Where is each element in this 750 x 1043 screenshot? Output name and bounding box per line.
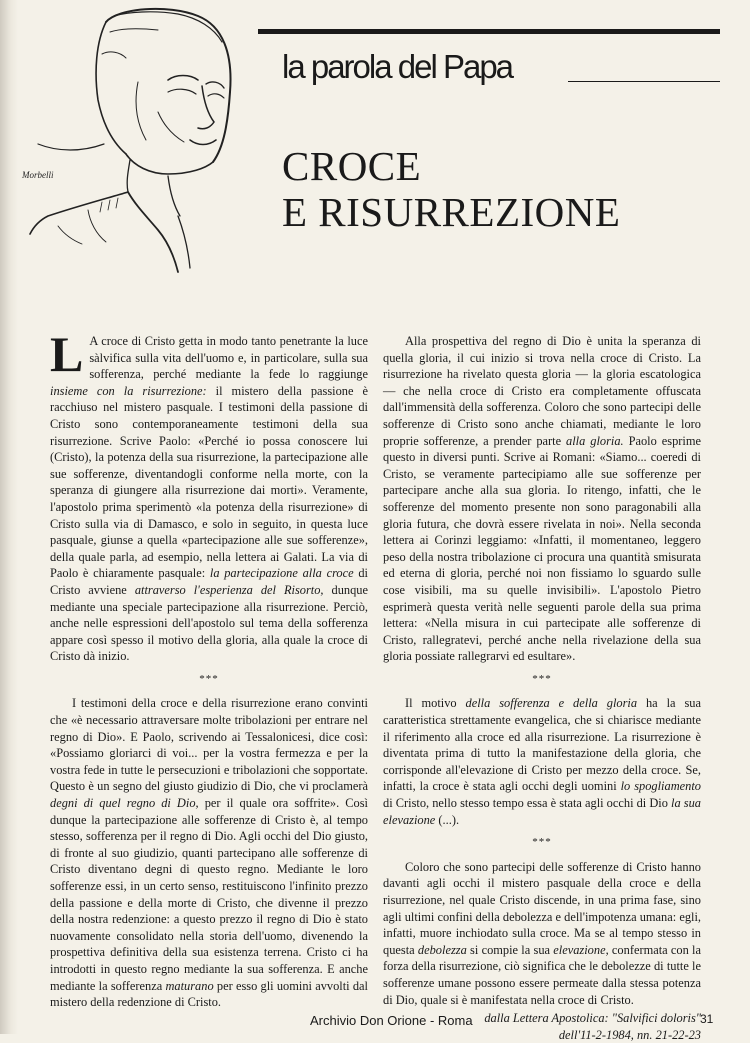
- italic-text: lo spogliamento: [620, 779, 701, 794]
- headline-line-2: E RISURREZIONE: [282, 189, 621, 235]
- left-paragraph-1-text: [50, 326, 368, 664]
- italic-text: la partecipazione alla croce: [209, 566, 354, 581]
- left-column: [50, 326, 368, 1011]
- artist-signature: Morbelli: [22, 170, 54, 180]
- italic-text: debolezza: [417, 942, 467, 957]
- archive-footer: Archivio Don Orione - Roma: [310, 1013, 473, 1028]
- right-paragraph-2-text: [383, 696, 701, 826]
- left-paragraph-1: [50, 326, 368, 665]
- headline-line-1: CROCE: [282, 143, 422, 189]
- text-run: A croce di Cristo getta in modo tanto penetrante la luce sàlvifica sulla vita dell'uomo e, in particolare, sulla sua sofferenza, perché mediante la fede lo raggiunge: [89, 334, 368, 382]
- italic-text: attraverso l'esperienza del Risorto,: [134, 582, 324, 597]
- left-paragraph-2-text: [50, 696, 368, 1009]
- text-run: si compie la sua: [466, 942, 554, 957]
- page-number: 31: [700, 1012, 714, 1026]
- text-run: I testimoni della croce e della risurrezione erano convinti che «è necessario attraversare molte tribolazioni per entrare nel regno di Dio». E Paolo, scrivendo ai Tessalonicesi, dice così: «Possiamo gloriarci di voi... per la vostra fermezza e per la vostra fede in tutte le persecuzioni e tribolazioni che sopportate. Questo è un segno del giusto giudizio di Dio, che vi proclamerà: [50, 696, 368, 794]
- section-separator: ***: [532, 836, 552, 849]
- drop-cap: L: [50, 326, 84, 382]
- text-run: Il motivo: [405, 696, 466, 711]
- section-title: la parola del Papa: [282, 48, 513, 85]
- binding-gutter: [0, 0, 18, 1034]
- right-paragraph-2: [383, 695, 701, 828]
- text-run: ha la sua caratteristica strettamente evangelica, che si chiarisce mediante il riferimento alla croce ed alla risurrezione. La risurrezione è diventata prima di tutto la manifestazione della gloria, che corrisponde all'elevazione di Cristo per mezzo della croce. Se, infatti, la croce è stata agli occhi degli uomini: [383, 696, 701, 794]
- section-separator: ***: [199, 672, 219, 685]
- pope-portrait-illustration: [18, 2, 248, 274]
- source-line-1: dalla Lettera Apostolica: "Salvifici doloris": [484, 1011, 701, 1026]
- text-run: per esso gli uomini avvolti dal mistero della redenzione di Cristo.: [50, 978, 368, 1010]
- left-paragraph-2: [50, 695, 368, 1010]
- source-line-2: dell'11-2-1984, nn. 21-22-23: [558, 1027, 701, 1042]
- italic-text: elevazione,: [553, 942, 609, 957]
- right-paragraph-3-text: [383, 860, 701, 1007]
- text-run: di Cristo avviene: [50, 566, 368, 597]
- right-paragraph-1: [383, 333, 701, 665]
- text-run: (...).: [435, 812, 460, 827]
- text-run: Paolo esprime questo in diversi punti. Scrive ai Romani: «Siamo... coeredi di Cristo, se veramente partecipiamo alle sue sofferenze per partecipare anche alla sua gloria. Io ritengo, infatti, che le sofferenze del momento presente non sono paragonabili alla gloria futura, che dovrà essere rivelata in noi». Nella seconda lettera ai Corinzi leggiamo: «Infatti, il momentaneo, leggero peso della nostra tribolazione ci procura una quantità smisurata ed eterna di gloria, perché noi non fissiamo lo sguardo sulle cose visibili, ma su quelle invisibili». L'apostolo Pietro esprimerà questa verità nelle seguenti parole della sua prima lettera: «Nella misura in cui partecipate alle sofferenze di Cristo, rallegratevi, perché anche nella rivelazione della sua gloria possiate rallegrarvi ed esultare».: [383, 433, 701, 664]
- italic-text: insieme con la risurrezione:: [50, 383, 207, 398]
- text-run: di Cristo, nello stesso tempo essa è stata agli occhi di Dio: [383, 796, 672, 811]
- italic-text: la sua elevazione: [383, 796, 701, 827]
- section-separator: ***: [532, 672, 552, 685]
- text-run: confermata con la forza della risurrezione, ciò significa che le debolezze di tutte le sofferenze umane possono essere permeate dalla stessa potenza di Dio, quale si è manifestata nella croce di Cristo.: [383, 942, 701, 1007]
- text-run: per il quale ora soffrite». Così dunque la partecipazione alle sofferenze di Cristo è, al tempo stesso, sofferenza per il regno di Dio. Agli occhi del Dio giusto, di fronte al suo giudizio, quanti partecipano alle sofferenze di Cristo diventano degni di questo regno. Mediante le loro sofferenze essi, in un certo senso, restituiscono l'infinito prezzo della passione e della morte di Cristo, che divenne il prezzo della nostra redenzione: a questo prezzo il regno di Dio è stato nuovamente consolidato nella storia dell'uomo, divenendo la prospettiva definitiva della sua esistenza terrena. Cristo ci ha introdotti in questo regno mediante la sua sofferenza. E anche mediante la sofferenza: [50, 796, 368, 993]
- text-run: dunque mediante una speciale partecipazione alla risurrezione. Perciò, anche nelle espressioni dell'apostolo sul tema della sofferenza appare così spesso il motivo della gloria, alla quale la croce di Cristo dà inizio.: [50, 582, 368, 664]
- text-run: Alla prospettiva del regno di Dio è unita la speranza di quella gloria, il cui inizio si trova nella croce di Cristo. La risurrezione ha rivelato questa gloria — la gloria escatologica — che nella croce di Cristo era completamente offuscata dall'immensità della sofferenza. Coloro che sono partecipi delle sofferenze di Cristo sono anche chiamati, mediante le loro proprie sofferenze, a prender parte: [383, 334, 701, 448]
- right-column: [383, 333, 701, 1043]
- italic-text: della sofferenza e della gloria: [465, 696, 638, 711]
- right-paragraph-1-text: [383, 334, 701, 663]
- italic-text: degni di quel regno di Dio,: [50, 796, 199, 811]
- right-paragraph-3: [383, 859, 701, 1008]
- text-run: il mistero della passione è racchiuso nel mistero pasquale. I testimoni della passione di Cristo sono contemporaneamente testimoni della sua risurrezione. Scrive Paolo: «Perché io possa conoscere lui (Cristo), la potenza della sua risurrezione, la partecipazione alle sue sofferenze, diventandogli conforme nella morte, con la speranza di giungere alla risurrezione dai morti». Veramente, l'apostolo prima sperimentò «la potenza della risurrezione» di Cristo sulla via di Damasco, e solo in seguito, in questa luce pasquale, giunse a quella «partecipazione alle sue sofferenze», della quale parla, ad esempio, nella lettera ai Galati. La via di Paolo è chiaramente pasquale:: [50, 383, 368, 581]
- italic-text: alla gloria.: [566, 433, 624, 448]
- section-title-rule: [568, 81, 720, 82]
- text-run: Coloro che sono partecipi delle sofferenze di Cristo hanno davanti agli occhi il mistero pasquale della croce e della risurrezione, nel quale Cristo discende, in una prima fase, sino agli ultimi confini della debolezza e dell'impotenza umana: egli, infatti, muore inchiodato sulla croce. Ma se al tempo stesso in questa: [383, 859, 701, 957]
- italic-text: maturano: [165, 978, 214, 993]
- header-rule: [258, 29, 720, 34]
- article-headline: [282, 143, 620, 235]
